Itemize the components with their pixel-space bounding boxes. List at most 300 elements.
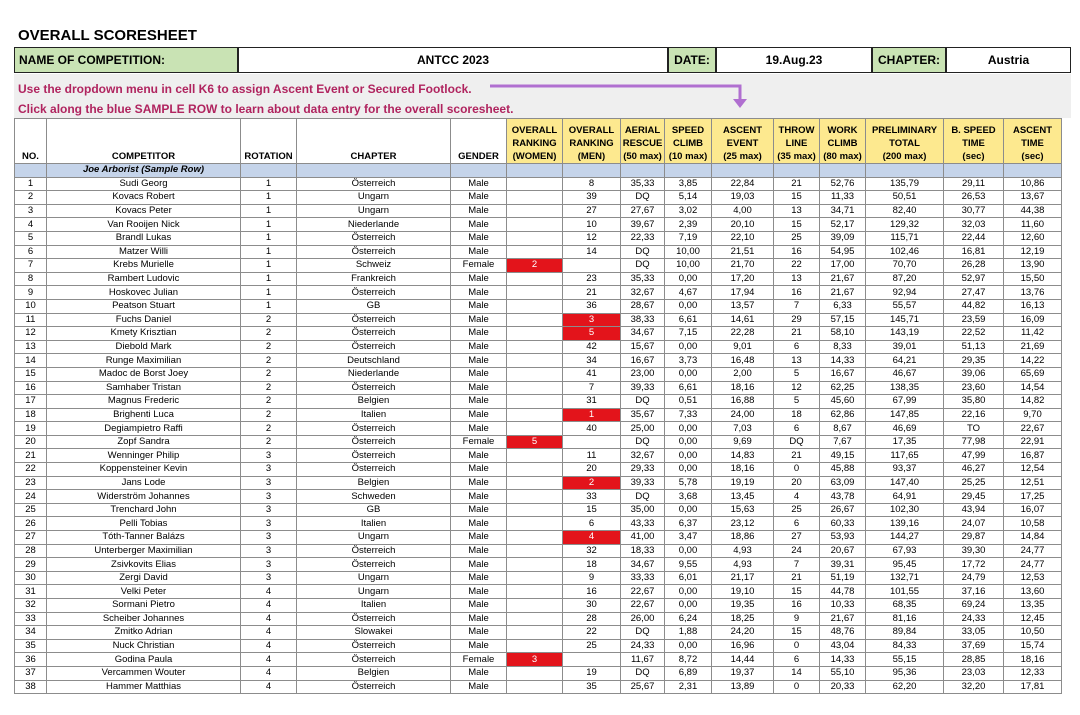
cell-work-climb[interactable]: 8,33	[820, 340, 866, 354]
table-row[interactable]	[15, 490, 1062, 504]
table-row[interactable]	[15, 435, 1062, 449]
cell-gender[interactable]: Male	[451, 571, 507, 585]
cell-speed-climb[interactable]: 3,85	[665, 177, 712, 191]
cell-rotation[interactable]: 3	[241, 558, 297, 572]
cell-rotation[interactable]: 2	[241, 381, 297, 395]
cell-speed-climb[interactable]: 0,00	[665, 299, 712, 313]
cell-speed-climb[interactable]: 0,00	[665, 503, 712, 517]
cell-no[interactable]: 19	[15, 422, 47, 436]
cell-speed-climb[interactable]: 0,00	[665, 449, 712, 463]
cell-chapter[interactable]: Österreich	[297, 231, 451, 245]
cell-preliminary-total[interactable]: 117,65	[866, 449, 944, 463]
cell-ranking-women[interactable]	[507, 558, 563, 572]
cell-preliminary-total[interactable]: 55,15	[866, 653, 944, 667]
table-row[interactable]	[15, 585, 1062, 599]
table-row[interactable]	[15, 449, 1062, 463]
cell-ascent-time[interactable]: 11,60	[1004, 218, 1062, 232]
cell-ascent-event[interactable]: 22,84	[712, 177, 774, 191]
cell-ascent-event[interactable]: 19,37	[712, 666, 774, 680]
cell-speed-climb[interactable]: 0,00	[665, 367, 712, 381]
cell-ascent-event[interactable]: 17,94	[712, 286, 774, 300]
cell-chapter[interactable]: Schweiz	[297, 259, 451, 273]
cell-gender[interactable]: Male	[451, 177, 507, 191]
cell-throw-line[interactable]: DQ	[774, 435, 820, 449]
cell-competitor[interactable]: Magnus Frederic	[47, 395, 241, 409]
cell-ranking-men[interactable]: 34	[563, 354, 621, 368]
cell-b-speed-time[interactable]: 32,03	[944, 218, 1004, 232]
cell-rotation[interactable]: 3	[241, 544, 297, 558]
cell-aerial-rescue[interactable]: 27,67	[621, 204, 665, 218]
cell-ranking-men[interactable]: 11	[563, 449, 621, 463]
cell-work-climb[interactable]: 52,76	[820, 177, 866, 191]
cell-ranking-men[interactable]: 21	[563, 286, 621, 300]
table-row[interactable]	[15, 313, 1062, 327]
cell-work-climb[interactable]: 34,71	[820, 204, 866, 218]
cell-speed-climb[interactable]: 6,61	[665, 313, 712, 327]
cell-ascent-time[interactable]: 16,87	[1004, 449, 1062, 463]
cell-aerial-rescue[interactable]: 18,33	[621, 544, 665, 558]
cell-ascent-time[interactable]: 22,91	[1004, 435, 1062, 449]
cell-throw-line[interactable]: 25	[774, 503, 820, 517]
cell-throw-line[interactable]: 12	[774, 381, 820, 395]
cell-ascent-event[interactable]: 15,63	[712, 503, 774, 517]
table-row[interactable]	[15, 599, 1062, 613]
cell-aerial-rescue[interactable]: 33,33	[621, 571, 665, 585]
cell-rotation[interactable]: 4	[241, 639, 297, 653]
cell-rotation[interactable]: 1	[241, 259, 297, 273]
cell-ranking-men[interactable]: 1	[563, 408, 621, 422]
cell-preliminary-total[interactable]: 139,16	[866, 517, 944, 531]
cell-b-speed-time[interactable]: 24,33	[944, 612, 1004, 626]
cell-ranking-women[interactable]	[507, 666, 563, 680]
cell-ranking-men[interactable]	[563, 259, 621, 273]
cell-aerial-rescue[interactable]: 32,67	[621, 286, 665, 300]
cell-gender[interactable]: Male	[451, 231, 507, 245]
cell-speed-climb[interactable]: 0,00	[665, 463, 712, 477]
cell-competitor[interactable]: Madoc de Borst Joey	[47, 367, 241, 381]
cell-no[interactable]: 38	[15, 680, 47, 694]
table-row[interactable]	[15, 218, 1062, 232]
cell-chapter[interactable]: Österreich	[297, 313, 451, 327]
cell-ascent-time[interactable]: 13,35	[1004, 599, 1062, 613]
cell-throw-line[interactable]: 6	[774, 517, 820, 531]
cell-speed-climb[interactable]: 0,00	[665, 435, 712, 449]
table-row[interactable]	[15, 191, 1062, 205]
table-row[interactable]	[15, 680, 1062, 694]
cell-preliminary-total[interactable]: 87,20	[866, 272, 944, 286]
cell-aerial-rescue[interactable]: 22,67	[621, 599, 665, 613]
cell-preliminary-total[interactable]: 46,67	[866, 367, 944, 381]
cell-ranking-men[interactable]: 36	[563, 299, 621, 313]
chapter-value[interactable]: Austria	[946, 47, 1071, 73]
cell-ascent-event[interactable]: 2,00	[712, 367, 774, 381]
cell-ranking-women[interactable]	[507, 422, 563, 436]
cell-ascent-time[interactable]: 13,60	[1004, 585, 1062, 599]
cell-b-speed-time[interactable]: 69,24	[944, 599, 1004, 613]
cell-rotation[interactable]: 4	[241, 653, 297, 667]
cell-ascent-event[interactable]: 22,28	[712, 327, 774, 341]
cell-no[interactable]: 14	[15, 354, 47, 368]
cell-chapter[interactable]: Österreich	[297, 286, 451, 300]
cell-competitor[interactable]: Brandl Lukas	[47, 231, 241, 245]
cell-throw-line[interactable]: 5	[774, 395, 820, 409]
cell-ascent-time[interactable]: 10,58	[1004, 517, 1062, 531]
cell-work-climb[interactable]: 52,17	[820, 218, 866, 232]
cell-throw-line[interactable]: 9	[774, 612, 820, 626]
cell-ranking-men[interactable]: 42	[563, 340, 621, 354]
cell-competitor[interactable]: Sormani Pietro	[47, 599, 241, 613]
cell-speed-climb[interactable]: 0,00	[665, 340, 712, 354]
cell-preliminary-total[interactable]: 95,45	[866, 558, 944, 572]
cell-throw-line[interactable]: 24	[774, 544, 820, 558]
table-row[interactable]	[15, 626, 1062, 640]
cell-b-speed-time[interactable]: 26,53	[944, 191, 1004, 205]
cell-work-climb[interactable]: 58,10	[820, 327, 866, 341]
table-row[interactable]	[15, 531, 1062, 545]
cell-throw-line[interactable]: 6	[774, 422, 820, 436]
cell-no[interactable]: 30	[15, 571, 47, 585]
cell-rotation[interactable]: 2	[241, 327, 297, 341]
cell-gender[interactable]: Male	[451, 218, 507, 232]
cell-ranking-women[interactable]	[507, 299, 563, 313]
cell-rotation[interactable]: 2	[241, 340, 297, 354]
cell-throw-line[interactable]: 7	[774, 558, 820, 572]
cell-preliminary-total[interactable]: 67,99	[866, 395, 944, 409]
table-row[interactable]	[15, 340, 1062, 354]
cell-gender[interactable]: Male	[451, 517, 507, 531]
cell-chapter[interactable]: Österreich	[297, 558, 451, 572]
cell-throw-line[interactable]: 0	[774, 680, 820, 694]
sample-row[interactable]	[15, 164, 1062, 178]
cell-chapter[interactable]: Italien	[297, 517, 451, 531]
cell-ascent-event[interactable]: 7,03	[712, 422, 774, 436]
cell-ascent-event[interactable]: 19,35	[712, 599, 774, 613]
cell-preliminary-total[interactable]: 147,85	[866, 408, 944, 422]
cell-ascent-time[interactable]: 12,60	[1004, 231, 1062, 245]
cell-ranking-women[interactable]	[507, 327, 563, 341]
cell-b-speed-time[interactable]: 47,99	[944, 449, 1004, 463]
cell-work-climb[interactable]: 45,60	[820, 395, 866, 409]
cell-chapter[interactable]: Österreich	[297, 639, 451, 653]
cell-gender[interactable]: Male	[451, 626, 507, 640]
cell-no[interactable]: 22	[15, 463, 47, 477]
cell-speed-climb[interactable]: 4,67	[665, 286, 712, 300]
cell-preliminary-total[interactable]: 93,37	[866, 463, 944, 477]
cell-ranking-women[interactable]	[507, 612, 563, 626]
cell-ranking-men[interactable]: 31	[563, 395, 621, 409]
cell-speed-climb[interactable]: 2,31	[665, 680, 712, 694]
cell-speed-climb[interactable]: 3,02	[665, 204, 712, 218]
cell-competitor[interactable]: Diebold Mark	[47, 340, 241, 354]
cell-chapter[interactable]: Ungarn	[297, 585, 451, 599]
cell-speed-climb[interactable]: 0,00	[665, 599, 712, 613]
cell-ranking-women[interactable]	[507, 272, 563, 286]
cell-speed-climb[interactable]: 3,47	[665, 531, 712, 545]
cell-work-climb[interactable]: 53,93	[820, 531, 866, 545]
cell-no[interactable]: 6	[15, 245, 47, 259]
cell-ranking-men[interactable]: 5	[563, 327, 621, 341]
cell-aerial-rescue[interactable]: 25,00	[621, 422, 665, 436]
cell-speed-climb[interactable]: 1,88	[665, 626, 712, 640]
cell-aerial-rescue[interactable]: 38,33	[621, 313, 665, 327]
cell-throw-line[interactable]: 6	[774, 653, 820, 667]
cell-preliminary-total[interactable]: 129,32	[866, 218, 944, 232]
cell-aerial-rescue[interactable]: 11,67	[621, 653, 665, 667]
cell-rotation[interactable]: 2	[241, 395, 297, 409]
table-row[interactable]	[15, 231, 1062, 245]
cell-rotation[interactable]: 3	[241, 490, 297, 504]
cell-speed-climb[interactable]: 7,19	[665, 231, 712, 245]
cell-work-climb[interactable]: 60,33	[820, 517, 866, 531]
cell-ascent-time[interactable]: 12,51	[1004, 476, 1062, 490]
cell-chapter[interactable]: Österreich	[297, 653, 451, 667]
cell-throw-line[interactable]: 21	[774, 177, 820, 191]
cell-ascent-time[interactable]: 12,33	[1004, 666, 1062, 680]
cell-speed-climb[interactable]: 6,24	[665, 612, 712, 626]
cell-gender[interactable]: Male	[451, 490, 507, 504]
cell-ranking-men[interactable]: 10	[563, 218, 621, 232]
cell-chapter[interactable]: Ungarn	[297, 571, 451, 585]
cell-ranking-women[interactable]	[507, 599, 563, 613]
cell-ascent-event[interactable]: 16,48	[712, 354, 774, 368]
cell-chapter[interactable]: Österreich	[297, 435, 451, 449]
cell-chapter[interactable]: Österreich	[297, 449, 451, 463]
cell-throw-line[interactable]: 15	[774, 585, 820, 599]
cell-ranking-women[interactable]	[507, 395, 563, 409]
cell-rotation[interactable]: 1	[241, 191, 297, 205]
cell-speed-climb[interactable]: 6,01	[665, 571, 712, 585]
cell-preliminary-total[interactable]: 143,19	[866, 327, 944, 341]
cell-preliminary-total[interactable]: 92,94	[866, 286, 944, 300]
cell-ascent-event[interactable]: 4,00	[712, 204, 774, 218]
cell-ascent-event[interactable]: 4,93	[712, 544, 774, 558]
cell-speed-climb[interactable]: 0,00	[665, 639, 712, 653]
cell-ranking-men[interactable]: 18	[563, 558, 621, 572]
table-row[interactable]	[15, 354, 1062, 368]
cell-b-speed-time[interactable]: 27,47	[944, 286, 1004, 300]
cell-work-climb[interactable]: 20,33	[820, 680, 866, 694]
cell-competitor[interactable]: Brighenti Luca	[47, 408, 241, 422]
cell-chapter[interactable]: Deutschland	[297, 354, 451, 368]
cell-ranking-women[interactable]	[507, 340, 563, 354]
cell-no[interactable]: 7	[15, 259, 47, 273]
cell-ascent-event[interactable]: 24,00	[712, 408, 774, 422]
cell-throw-line[interactable]: 21	[774, 327, 820, 341]
cell-rotation[interactable]: 1	[241, 272, 297, 286]
cell-no[interactable]: 9	[15, 286, 47, 300]
cell-competitor[interactable]: Runge Maximilian	[47, 354, 241, 368]
cell-work-climb[interactable]: 14,33	[820, 354, 866, 368]
cell-no[interactable]: 34	[15, 626, 47, 640]
cell-ranking-women[interactable]	[507, 381, 563, 395]
cell-ranking-women[interactable]	[507, 490, 563, 504]
cell-competitor[interactable]: Tóth-Tanner Balázs	[47, 531, 241, 545]
cell-gender[interactable]: Male	[451, 313, 507, 327]
cell-ascent-event[interactable]: 19,19	[712, 476, 774, 490]
cell-no[interactable]: 26	[15, 517, 47, 531]
cell-chapter[interactable]: Ungarn	[297, 191, 451, 205]
cell-rotation[interactable]: 2	[241, 408, 297, 422]
cell-ascent-time[interactable]: 16,09	[1004, 313, 1062, 327]
cell-gender[interactable]: Male	[451, 395, 507, 409]
cell-competitor[interactable]: Trenchard John	[47, 503, 241, 517]
cell-gender[interactable]: Female	[451, 259, 507, 273]
cell-ranking-men[interactable]: 7	[563, 381, 621, 395]
cell-ranking-men[interactable]: 14	[563, 245, 621, 259]
cell-ranking-men[interactable]: 25	[563, 639, 621, 653]
cell-b-speed-time[interactable]: 22,52	[944, 327, 1004, 341]
cell-chapter[interactable]: Niederlande	[297, 218, 451, 232]
cell-no[interactable]: 2	[15, 191, 47, 205]
cell-gender[interactable]: Male	[451, 449, 507, 463]
cell-throw-line[interactable]: 13	[774, 204, 820, 218]
cell-preliminary-total[interactable]: 55,57	[866, 299, 944, 313]
cell-rotation[interactable]: 3	[241, 571, 297, 585]
cell-ranking-women[interactable]	[507, 204, 563, 218]
cell-b-speed-time[interactable]: 26,28	[944, 259, 1004, 273]
cell-ascent-time[interactable]: 44,38	[1004, 204, 1062, 218]
cell-competitor[interactable]: Samhaber Tristan	[47, 381, 241, 395]
cell-chapter[interactable]: Österreich	[297, 381, 451, 395]
cell-chapter[interactable]: Österreich	[297, 544, 451, 558]
cell-work-climb[interactable]: 7,67	[820, 435, 866, 449]
cell-chapter[interactable]: Niederlande	[297, 367, 451, 381]
cell-work-climb[interactable]: 10,33	[820, 599, 866, 613]
cell-work-climb[interactable]: 20,67	[820, 544, 866, 558]
cell-gender[interactable]: Male	[451, 531, 507, 545]
cell-no[interactable]: 32	[15, 599, 47, 613]
cell-throw-line[interactable]: 25	[774, 231, 820, 245]
cell-no[interactable]: 36	[15, 653, 47, 667]
cell-rotation[interactable]: 1	[241, 299, 297, 313]
cell-b-speed-time[interactable]: 22,44	[944, 231, 1004, 245]
cell-aerial-rescue[interactable]: 35,33	[621, 177, 665, 191]
cell-rotation[interactable]: 2	[241, 354, 297, 368]
table-row[interactable]	[15, 245, 1062, 259]
cell-rotation[interactable]: 3	[241, 449, 297, 463]
cell-speed-climb[interactable]: 2,39	[665, 218, 712, 232]
cell-throw-line[interactable]: 21	[774, 449, 820, 463]
cell-chapter[interactable]: Österreich	[297, 327, 451, 341]
cell-b-speed-time[interactable]: 46,27	[944, 463, 1004, 477]
cell-no[interactable]: 1	[15, 177, 47, 191]
cell-b-speed-time[interactable]: 29,35	[944, 354, 1004, 368]
cell-preliminary-total[interactable]: 84,33	[866, 639, 944, 653]
cell-ranking-men[interactable]: 16	[563, 585, 621, 599]
cell-throw-line[interactable]: 13	[774, 272, 820, 286]
cell-aerial-rescue[interactable]: 34,67	[621, 558, 665, 572]
cell-ranking-women[interactable]	[507, 476, 563, 490]
cell-competitor[interactable]: Zopf Sandra	[47, 435, 241, 449]
cell-ascent-time[interactable]: 17,81	[1004, 680, 1062, 694]
cell-no[interactable]: 25	[15, 503, 47, 517]
cell-competitor[interactable]: Kmety Krisztian	[47, 327, 241, 341]
cell-ranking-men[interactable]: 6	[563, 517, 621, 531]
cell-competitor[interactable]: Zmitko Adrian	[47, 626, 241, 640]
cell-ascent-time[interactable]: 10,86	[1004, 177, 1062, 191]
cell-competitor[interactable]: Kovacs Peter	[47, 204, 241, 218]
cell-chapter[interactable]: Österreich	[297, 680, 451, 694]
cell-speed-climb[interactable]: 0,00	[665, 585, 712, 599]
cell-speed-climb[interactable]: 3,73	[665, 354, 712, 368]
cell-no[interactable]: 23	[15, 476, 47, 490]
cell-ranking-men[interactable]: 2	[563, 476, 621, 490]
cell-b-speed-time[interactable]: 29,45	[944, 490, 1004, 504]
cell-rotation[interactable]: 2	[241, 435, 297, 449]
table-row[interactable]	[15, 395, 1062, 409]
cell-gender[interactable]: Male	[451, 558, 507, 572]
cell-b-speed-time[interactable]: 37,69	[944, 639, 1004, 653]
cell-speed-climb[interactable]: 3,68	[665, 490, 712, 504]
cell-b-speed-time[interactable]: 51,13	[944, 340, 1004, 354]
cell-rotation[interactable]: 1	[241, 218, 297, 232]
table-row[interactable]	[15, 476, 1062, 490]
cell-gender[interactable]: Male	[451, 299, 507, 313]
cell-speed-climb[interactable]: 9,55	[665, 558, 712, 572]
cell-gender[interactable]: Male	[451, 327, 507, 341]
cell-work-climb[interactable]: 16,67	[820, 367, 866, 381]
cell-ascent-event[interactable]: 9,69	[712, 435, 774, 449]
cell-aerial-rescue[interactable]: 32,67	[621, 449, 665, 463]
cell-ascent-time[interactable]: 12,45	[1004, 612, 1062, 626]
cell-work-climb[interactable]: 43,78	[820, 490, 866, 504]
cell-speed-climb[interactable]: 0,00	[665, 544, 712, 558]
cell-ascent-time[interactable]: 11,42	[1004, 327, 1062, 341]
cell-preliminary-total[interactable]: 102,46	[866, 245, 944, 259]
cell-work-climb[interactable]: 54,95	[820, 245, 866, 259]
cell-competitor[interactable]: Scheiber Johannes	[47, 612, 241, 626]
cell-competitor[interactable]: Zsivkovits Elias	[47, 558, 241, 572]
cell-work-climb[interactable]: 26,67	[820, 503, 866, 517]
cell-competitor[interactable]: Fuchs Daniel	[47, 313, 241, 327]
cell-rotation[interactable]: 3	[241, 463, 297, 477]
cell-gender[interactable]: Female	[451, 653, 507, 667]
cell-work-climb[interactable]: 49,15	[820, 449, 866, 463]
cell-ranking-men[interactable]: 15	[563, 503, 621, 517]
cell-b-speed-time[interactable]: 23,59	[944, 313, 1004, 327]
cell-ranking-men[interactable]: 28	[563, 612, 621, 626]
cell-ranking-women[interactable]	[507, 286, 563, 300]
date-value[interactable]: 19.Aug.23	[716, 47, 872, 73]
cell-b-speed-time[interactable]: 28,85	[944, 653, 1004, 667]
cell-ranking-men[interactable]: 33	[563, 490, 621, 504]
cell-ascent-event[interactable]: 16,88	[712, 395, 774, 409]
table-row[interactable]	[15, 612, 1062, 626]
cell-work-climb[interactable]: 51,19	[820, 571, 866, 585]
cell-work-climb[interactable]: 44,78	[820, 585, 866, 599]
cell-aerial-rescue[interactable]: DQ	[621, 191, 665, 205]
cell-no[interactable]: 37	[15, 666, 47, 680]
cell-no[interactable]: 21	[15, 449, 47, 463]
cell-competitor[interactable]: Nuck Christian	[47, 639, 241, 653]
cell-preliminary-total[interactable]: 138,35	[866, 381, 944, 395]
cell-gender[interactable]: Male	[451, 544, 507, 558]
cell-ranking-women[interactable]	[507, 313, 563, 327]
cell-work-climb[interactable]: 43,04	[820, 639, 866, 653]
cell-b-speed-time[interactable]: 25,25	[944, 476, 1004, 490]
cell-gender[interactable]: Male	[451, 639, 507, 653]
cell-rotation[interactable]: 4	[241, 599, 297, 613]
cell-gender[interactable]: Male	[451, 286, 507, 300]
cell-competitor[interactable]: Jans Lode	[47, 476, 241, 490]
cell-competitor[interactable]: Wenninger Philip	[47, 449, 241, 463]
cell-ranking-women[interactable]	[507, 585, 563, 599]
cell-ascent-event[interactable]: 24,20	[712, 626, 774, 640]
cell-chapter[interactable]: Ungarn	[297, 531, 451, 545]
cell-work-climb[interactable]: 6,33	[820, 299, 866, 313]
table-row[interactable]	[15, 558, 1062, 572]
cell-ascent-time[interactable]: 24,77	[1004, 544, 1062, 558]
